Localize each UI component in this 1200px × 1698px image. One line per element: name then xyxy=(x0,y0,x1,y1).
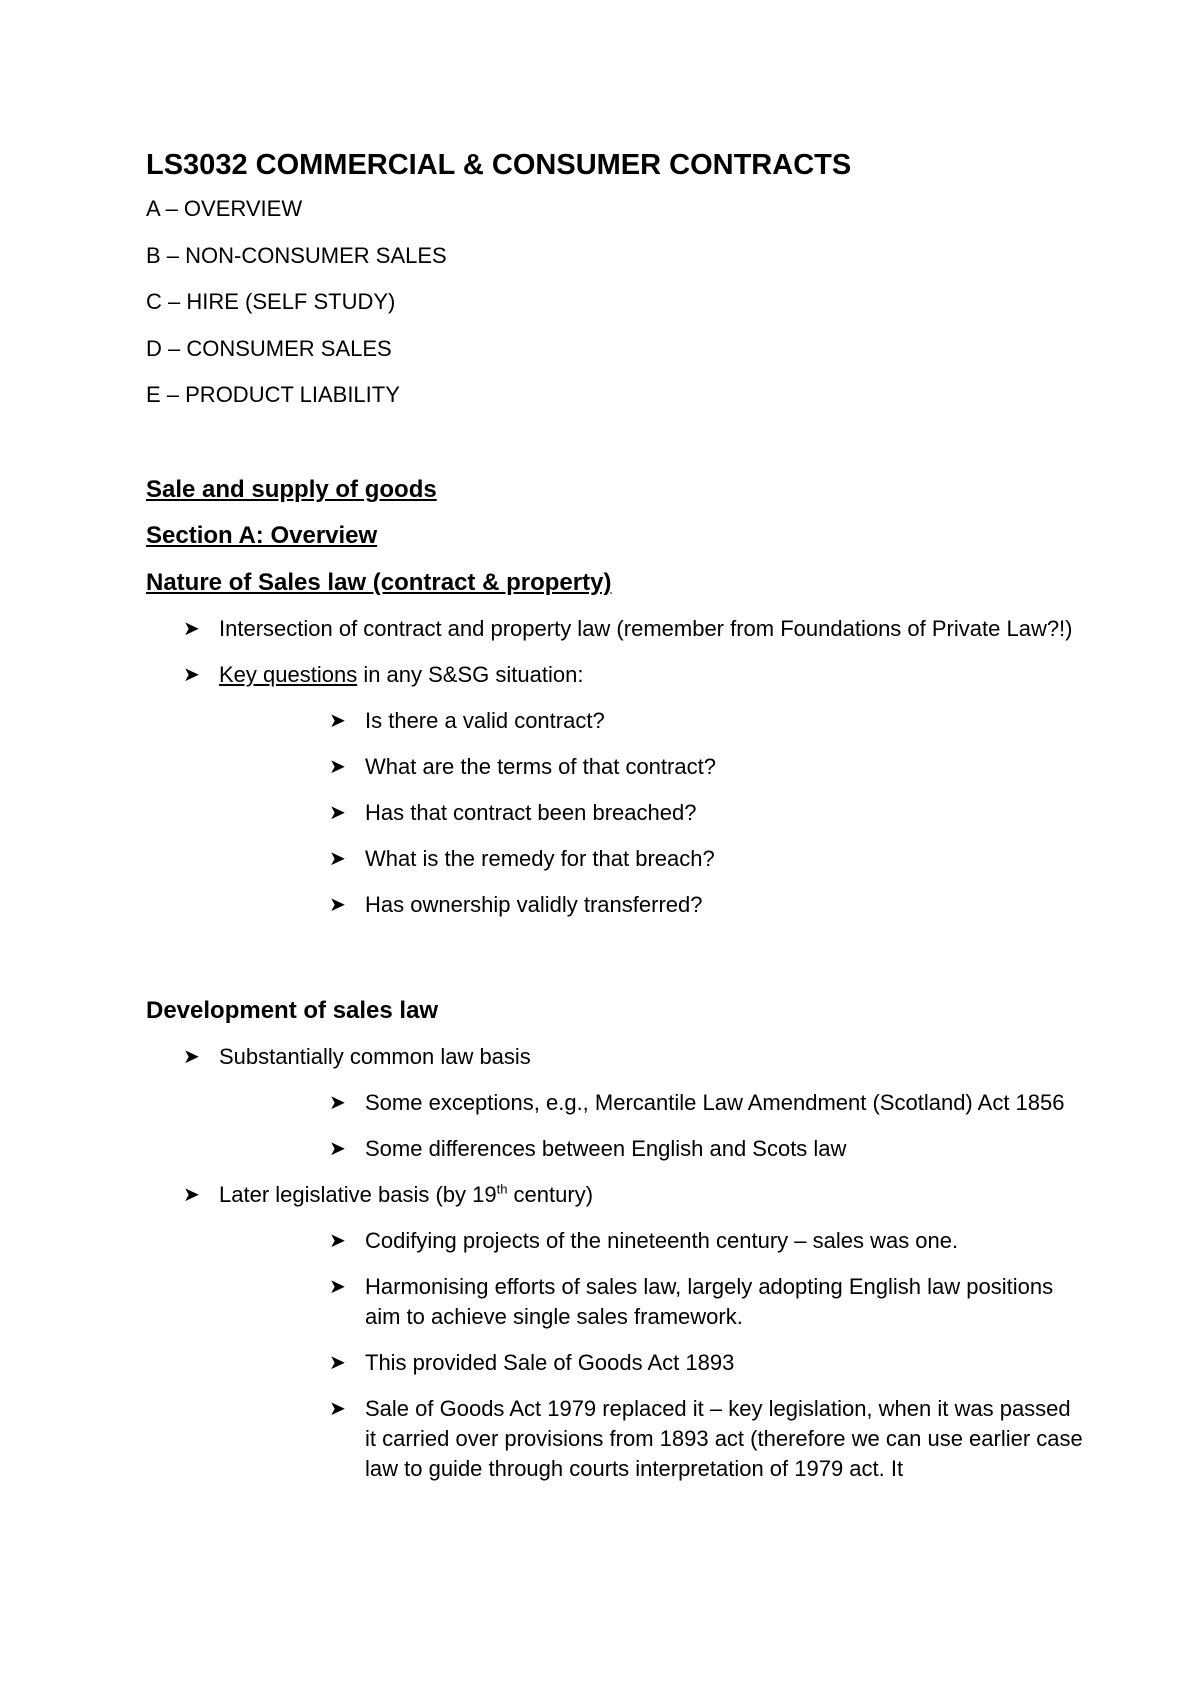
list-item xyxy=(219,1272,1086,1332)
outline-item: C – HIRE (SELF STUDY) xyxy=(146,289,396,314)
heading-sale-supply: Sale and supply of goods xyxy=(146,476,437,503)
outline-item: B – NON-CONSUMER SALES xyxy=(146,242,447,268)
bullet-text: Sale of Goods Act 1979 replaced it – key legislation, when it was passed it carried over provisions from 1893 act (therefore we can use earlier case law to guide through courts interpretation of 1979 act. It xyxy=(365,1396,1083,1481)
list-item xyxy=(219,1226,1086,1256)
outline-item: E – PRODUCT LIABILITY xyxy=(146,382,400,407)
legislative-sub-list xyxy=(219,1226,1086,1484)
arrow-bullet-icon: ➤ xyxy=(329,756,346,778)
list-item xyxy=(219,752,1086,782)
list-item xyxy=(219,798,1086,828)
document-title: LS3032 COMMERCIAL & CONSUMER CONTRACTS xyxy=(146,149,852,181)
list-item xyxy=(146,614,1086,644)
arrow-bullet-icon: ➤ xyxy=(183,618,200,640)
arrow-bullet-icon: ➤ xyxy=(329,1398,346,1420)
course-outline xyxy=(146,196,1086,408)
bullet-text: Later legislative basis (by 19 xyxy=(219,1182,497,1207)
superscript: th xyxy=(496,1181,508,1197)
development-bullet-list xyxy=(146,1042,1086,1484)
heading-nature: Nature of Sales law (contract & property) xyxy=(146,569,612,596)
bullet-text: Has that contract been breached? xyxy=(365,800,697,825)
arrow-bullet-icon: ➤ xyxy=(329,710,346,732)
key-questions-list xyxy=(219,706,1086,920)
arrow-bullet-icon: ➤ xyxy=(329,894,346,916)
arrow-bullet-icon: ➤ xyxy=(329,1092,346,1114)
bullet-text: Substantially common law basis xyxy=(219,1044,531,1069)
arrow-bullet-icon: ➤ xyxy=(329,1276,346,1298)
heading-section-a: Section A: Overview xyxy=(146,522,378,549)
arrow-bullet-icon: ➤ xyxy=(183,1184,200,1206)
bullet-text: Some exceptions, e.g., Mercantile Law Amendment (Scotland) Act 1856 xyxy=(365,1090,1065,1115)
bullet-text: What is the remedy for that breach? xyxy=(365,846,715,871)
arrow-bullet-icon: ➤ xyxy=(329,848,346,870)
bullet-text: What are the terms of that contract? xyxy=(365,754,716,779)
bullet-text: Harmonising efforts of sales law, largely adopting English law positions aim to achieve single sales framework. xyxy=(365,1274,1054,1329)
list-item xyxy=(219,1088,1086,1118)
arrow-bullet-icon: ➤ xyxy=(329,1230,346,1252)
list-item xyxy=(219,1394,1086,1484)
arrow-bullet-icon: ➤ xyxy=(329,802,346,824)
list-item xyxy=(146,1180,1086,1484)
bullet-text: Is there a valid contract? xyxy=(365,708,605,733)
arrow-bullet-icon: ➤ xyxy=(329,1138,346,1160)
bullet-text: Has ownership validly transferred? xyxy=(365,892,703,917)
arrow-bullet-icon: ➤ xyxy=(183,664,200,686)
outline-item: A – OVERVIEW xyxy=(146,196,303,221)
list-item xyxy=(219,890,1086,920)
nature-bullet-list xyxy=(146,614,1086,920)
arrow-bullet-icon: ➤ xyxy=(183,1046,200,1068)
bullet-text: Intersection of contract and property law (remember from Foundations of Private Law?!) xyxy=(219,616,1073,641)
heading-development: Development of sales law xyxy=(146,997,439,1024)
common-law-sub-list xyxy=(219,1088,1086,1164)
list-item xyxy=(146,660,1086,920)
document-page xyxy=(146,146,1086,1500)
list-item xyxy=(146,1042,1086,1164)
bullet-text: This provided Sale of Goods Act 1893 xyxy=(365,1350,735,1375)
bullet-text-underlined: Key questions xyxy=(219,662,358,687)
arrow-bullet-icon: ➤ xyxy=(329,1352,346,1374)
list-item xyxy=(219,706,1086,736)
bullet-text: Some differences between English and Scots law xyxy=(365,1136,847,1161)
bullet-text: century) xyxy=(507,1182,594,1207)
list-item xyxy=(219,1348,1086,1378)
list-item xyxy=(219,844,1086,874)
bullet-text: in any S&SG situation: xyxy=(357,662,584,687)
list-item xyxy=(219,1134,1086,1164)
bullet-text: Codifying projects of the nineteenth century – sales was one. xyxy=(365,1228,959,1253)
outline-item: D – CONSUMER SALES xyxy=(146,335,392,361)
